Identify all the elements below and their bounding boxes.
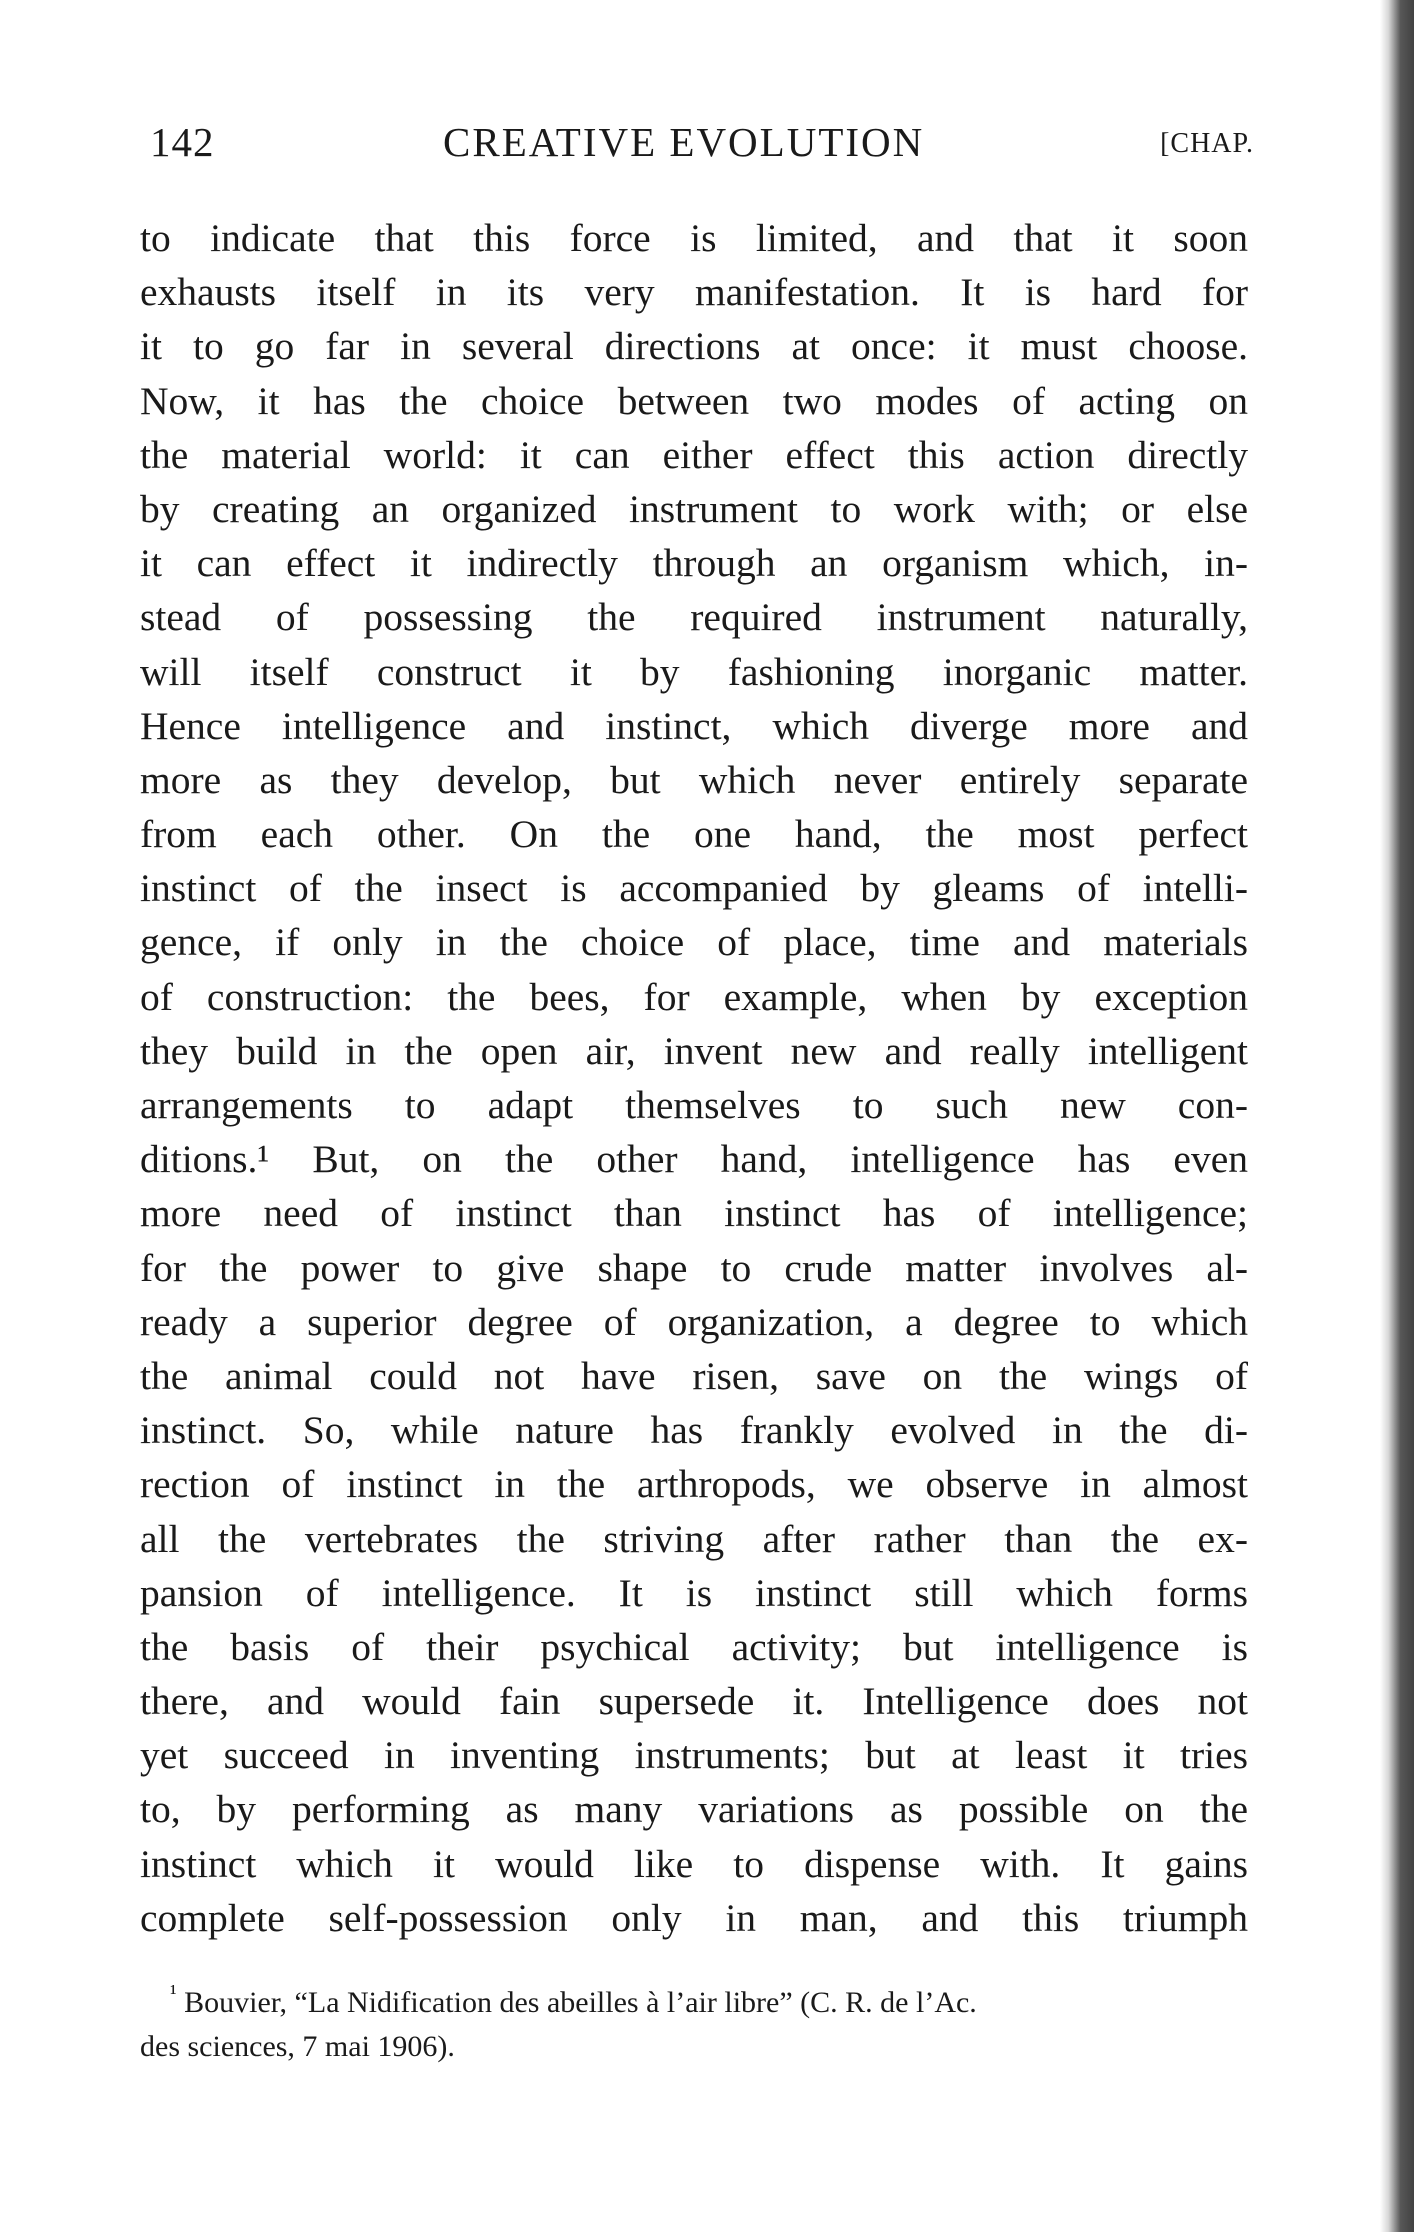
- text-line: [140, 1403, 1248, 1457]
- text-line-content: of construction: the bees, for example, when by exception: [140, 974, 1248, 1019]
- text-line: [140, 374, 1248, 428]
- text-line: [140, 1295, 1248, 1349]
- text-line: [140, 807, 1248, 861]
- footnote-text: Bouvier, “La Nidification des abeilles à l’air libre” (C. R. de l’Ac.: [184, 1986, 977, 2019]
- text-line-content: there, and would fain supersede it. Intelligence does not: [140, 1679, 1248, 1724]
- footnote-line: [140, 1971, 1248, 2025]
- book-spine-shadow: [1380, 0, 1414, 2232]
- footnote-marker: ¹: [170, 1980, 177, 2005]
- footnote: [140, 1971, 1248, 2069]
- text-line-content: instinct which it would like to dispense with. It gains: [140, 1841, 1248, 1886]
- text-line: [140, 1891, 1248, 1945]
- text-line-content: more need of instinct than instinct has of intelligence;: [140, 1191, 1248, 1236]
- text-line-content: Hence intelligence and instinct, which diverge more and: [140, 703, 1248, 748]
- text-line: [140, 1241, 1248, 1295]
- text-line: [140, 428, 1248, 482]
- text-line: [140, 590, 1248, 644]
- text-line: [140, 1349, 1248, 1403]
- text-line: [140, 265, 1248, 319]
- text-line-content: for the power to give shape to crude matter involves al-: [140, 1245, 1248, 1290]
- text-line-content: to indicate that this force is limited, and that it soon: [140, 216, 1248, 260]
- text-line-content: complete self-possession only in man, and this triumph: [140, 1895, 1248, 1940]
- text-line: [140, 1674, 1248, 1728]
- text-line: [140, 1186, 1248, 1240]
- footnote-text: des sciences, 7 mai 1906).: [140, 2030, 455, 2063]
- text-line-content: it to go far in several directions at once: it must choose.: [140, 324, 1248, 369]
- text-line: [140, 1837, 1248, 1891]
- text-line: [140, 1024, 1248, 1078]
- text-line-content: rection of instinct in the arthropods, we observe in almost: [140, 1462, 1248, 1507]
- text-line-content: pansion of intelligence. It is instinct still which forms: [140, 1570, 1248, 1615]
- text-line-content: the basis of their psychical activity; but intelligence is: [140, 1624, 1248, 1669]
- text-line: [140, 645, 1248, 699]
- text-line-content: the animal could not have risen, save on the wings of: [140, 1353, 1248, 1398]
- text-line-content: all the vertebrates the striving after rather than the ex-: [140, 1516, 1248, 1561]
- text-line: [140, 699, 1248, 753]
- text-line: [140, 1132, 1248, 1186]
- text-line-content: yet succeed in inventing instruments; but at least it tries: [140, 1733, 1248, 1778]
- text-line-content: gence, if only in the choice of place, time and materials: [140, 920, 1248, 965]
- chapter-marker: [CHAP.: [1160, 128, 1254, 159]
- text-line-content: the material world: it can either effect this action directly: [140, 432, 1248, 477]
- text-line: [140, 1782, 1248, 1836]
- text-line-content: ready a superior degree of organization, a degree to which: [140, 1299, 1248, 1344]
- text-line-content: more as they develop, but which never entirely separate: [140, 757, 1248, 802]
- text-line-content: Now, it has the choice between two modes of acting on: [140, 378, 1248, 423]
- text-line: [140, 753, 1248, 807]
- text-line: [140, 861, 1248, 915]
- text-line: [140, 211, 1248, 265]
- text-line: [140, 319, 1248, 373]
- page-number: 142: [150, 119, 215, 165]
- page-header: [150, 118, 1260, 178]
- text-line-content: by creating an organized instrument to work with; or else: [140, 486, 1248, 531]
- text-line: [140, 1512, 1248, 1566]
- text-line: [140, 970, 1248, 1024]
- text-line-content: stead of possessing the required instrument naturally,: [140, 595, 1248, 640]
- body-text: [140, 211, 1248, 1945]
- text-line-content: to, by performing as many variations as possible on the: [140, 1787, 1248, 1832]
- running-title: CREATIVE EVOLUTION: [443, 119, 925, 165]
- text-line: [140, 1728, 1248, 1782]
- text-line-content: instinct. So, while nature has frankly evolved in the di-: [140, 1408, 1248, 1453]
- text-line-content: exhausts itself in its very manifestation. It is hard for: [140, 270, 1248, 315]
- text-line-content: they build in the open air, invent new and really intelligent: [140, 1028, 1248, 1073]
- text-line: [140, 915, 1248, 969]
- text-line-content: from each other. On the one hand, the most perfect: [140, 812, 1248, 857]
- text-line-content: instinct of the insect is accompanied by gleams of intelli-: [140, 866, 1248, 911]
- text-line: [140, 1566, 1248, 1620]
- text-line-content: ditions.¹ But, on the other hand, intelligence has even: [140, 1137, 1248, 1182]
- text-line: [140, 1457, 1248, 1511]
- text-line-content: will itself construct it by fashioning inorganic matter.: [140, 649, 1248, 694]
- text-line-content: arrangements to adapt themselves to such new con-: [140, 1083, 1248, 1127]
- footnote-line: [140, 2025, 1248, 2069]
- text-line: [140, 536, 1248, 590]
- text-line: [140, 482, 1248, 536]
- text-line: [140, 1620, 1248, 1674]
- text-line-content: it can effect it indirectly through an organism which, in-: [140, 541, 1248, 586]
- text-line: [140, 1078, 1248, 1132]
